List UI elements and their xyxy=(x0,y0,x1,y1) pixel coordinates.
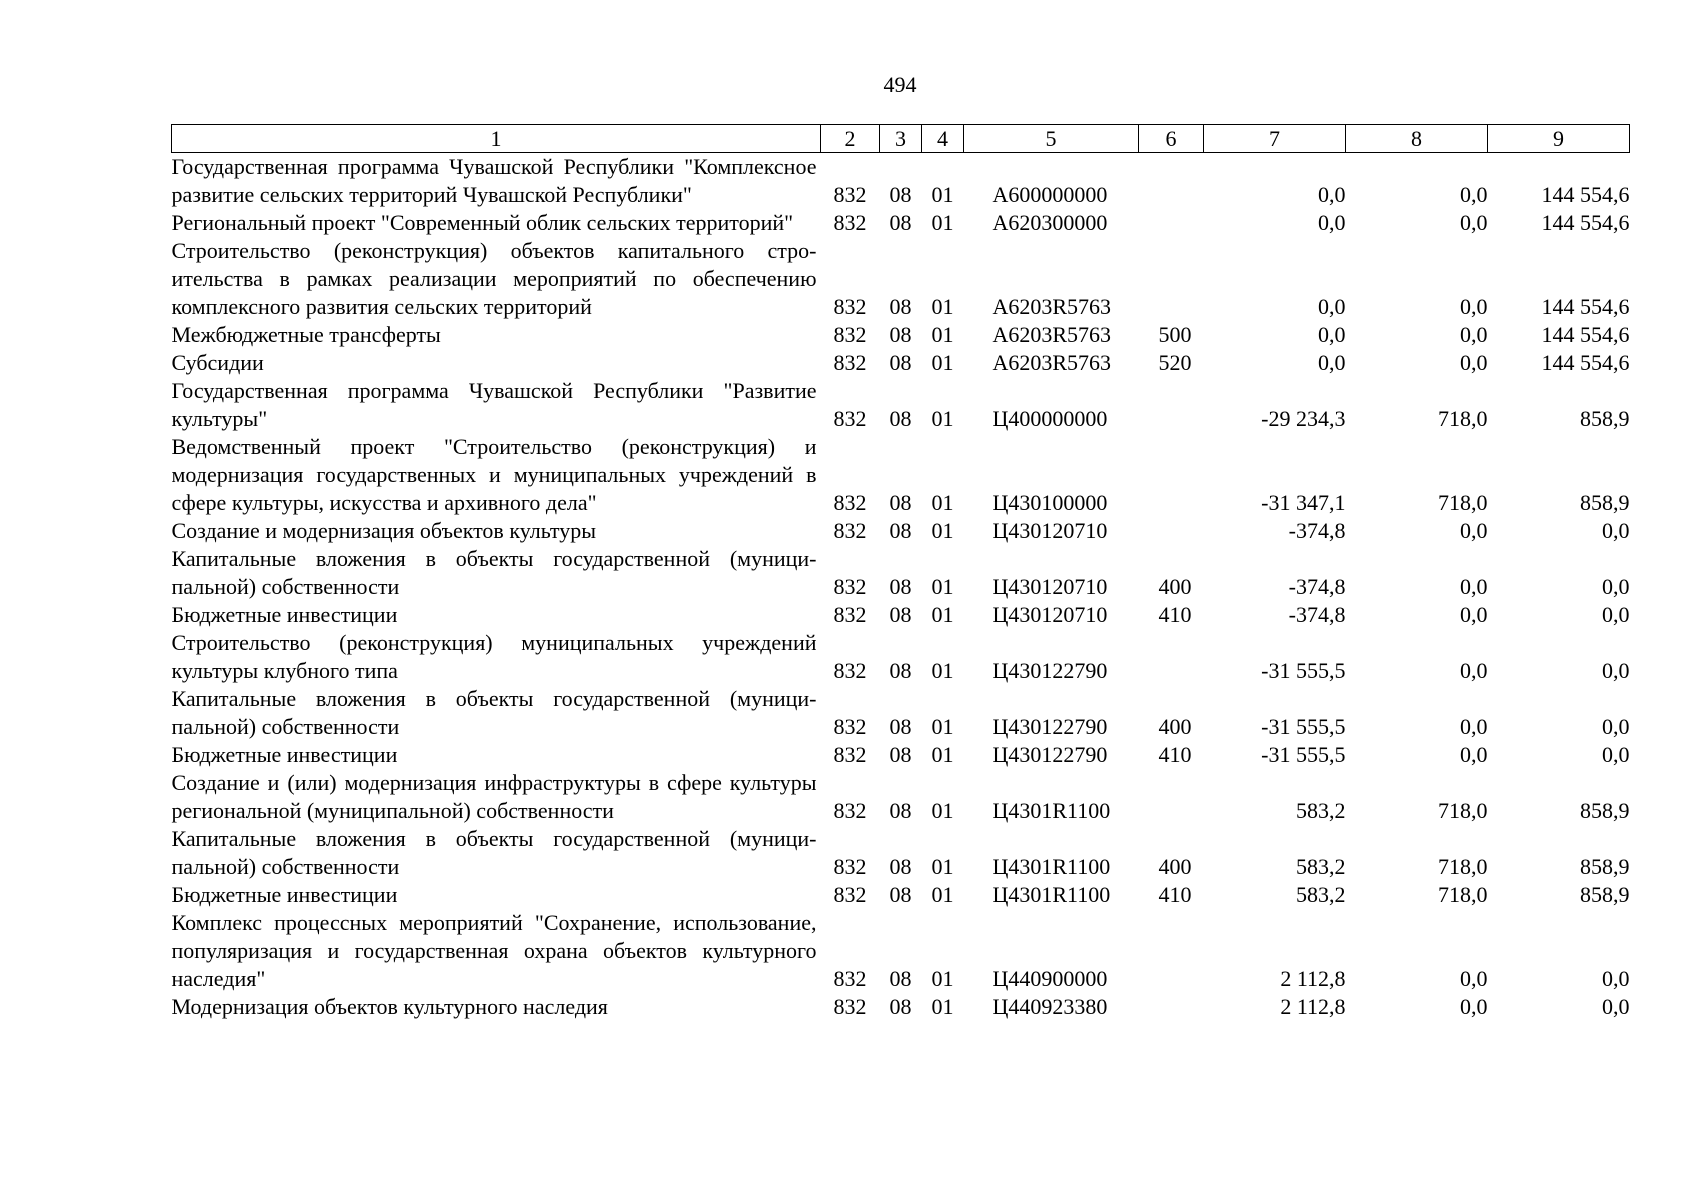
amount-col-8: 718,0 xyxy=(1438,854,1488,879)
expense-type-code xyxy=(1139,153,1204,210)
item-name: Государственная программа Чувашской Республики "Развитие культуры" xyxy=(171,378,817,431)
expense-type-code: 410 xyxy=(1158,742,1192,767)
subsection-code: 01 xyxy=(931,658,954,683)
table-row xyxy=(172,741,1630,769)
expense-type-code xyxy=(1139,377,1204,433)
target-item-code: Ц430122790 xyxy=(992,714,1108,739)
section-code: 08 xyxy=(889,854,912,879)
ministry-code: 832 xyxy=(833,658,867,683)
amount-col-9: 0,0 xyxy=(1602,714,1630,739)
header-col-7: 7 xyxy=(1204,125,1346,153)
section-code: 08 xyxy=(889,742,912,767)
target-item-code: Ц430122790 xyxy=(992,658,1108,683)
item-name: Создание и (или) модернизация инфраструктуры в сфере культуры региональной (муниципальной) собственности xyxy=(171,770,817,823)
section-code: 08 xyxy=(889,574,912,599)
amount-col-8: 718,0 xyxy=(1438,490,1488,515)
section-code: 08 xyxy=(889,518,912,543)
amount-col-8: 0,0 xyxy=(1460,994,1488,1019)
subsection-code: 01 xyxy=(931,350,954,375)
amount-col-8: 0,0 xyxy=(1460,518,1488,543)
header-col-5: 5 xyxy=(964,125,1139,153)
subsection-code: 01 xyxy=(931,322,954,347)
section-code: 08 xyxy=(889,406,912,431)
amount-col-7: 2 112,8 xyxy=(1280,966,1346,991)
amount-col-8: 0,0 xyxy=(1460,350,1488,375)
expense-type-code: 500 xyxy=(1158,322,1192,347)
amount-col-7: -374,8 xyxy=(1288,602,1346,627)
item-name: Создание и модернизация объектов культуры xyxy=(171,518,597,543)
target-item-code: Ц440900000 xyxy=(992,966,1108,991)
item-name: Бюджетные инвестиции xyxy=(171,742,398,767)
target-item-code: Ц430120710 xyxy=(992,518,1108,543)
table-row xyxy=(172,237,1630,321)
subsection-code: 01 xyxy=(931,406,954,431)
target-item-code: Ц430120710 xyxy=(992,602,1108,627)
amount-col-7: 0,0 xyxy=(1318,294,1346,319)
ministry-code: 832 xyxy=(833,994,867,1019)
target-item-code: Ц4301R1100 xyxy=(992,798,1111,823)
section-code: 08 xyxy=(889,490,912,515)
ministry-code: 832 xyxy=(833,350,867,375)
expense-type-code: 400 xyxy=(1158,574,1192,599)
table-header xyxy=(172,125,1630,153)
ministry-code: 832 xyxy=(833,798,867,823)
amount-col-7: -31 555,5 xyxy=(1261,658,1346,683)
table-body xyxy=(172,153,1630,1022)
ministry-code: 832 xyxy=(833,966,867,991)
subsection-code: 01 xyxy=(931,882,954,907)
amount-col-8: 0,0 xyxy=(1460,294,1488,319)
amount-col-9: 0,0 xyxy=(1602,658,1630,683)
amount-col-7: 0,0 xyxy=(1318,182,1346,207)
subsection-code: 01 xyxy=(931,602,954,627)
amount-col-9: 0,0 xyxy=(1602,602,1630,627)
amount-col-8: 718,0 xyxy=(1438,882,1488,907)
item-name: Капитальные вложения в объекты государственной (муниципальной) собственности xyxy=(171,826,817,879)
subsection-code: 01 xyxy=(931,210,954,235)
expense-type-code xyxy=(1139,909,1204,993)
amount-col-9: 0,0 xyxy=(1602,518,1630,543)
expense-type-code xyxy=(1139,517,1204,545)
expense-type-code xyxy=(1139,769,1204,825)
target-item-code: Ц430120710 xyxy=(992,574,1108,599)
expense-type-code xyxy=(1139,237,1204,321)
amount-col-9: 144 554,6 xyxy=(1541,322,1630,347)
ministry-code: 832 xyxy=(833,882,867,907)
amount-col-7: 583,2 xyxy=(1296,854,1346,879)
item-name: Капитальные вложения в объекты государственной (муниципальной) собственности xyxy=(171,546,817,599)
target-item-code: А6203R5763 xyxy=(992,350,1112,375)
item-name: Бюджетные инвестиции xyxy=(171,882,398,907)
amount-col-8: 718,0 xyxy=(1438,798,1488,823)
amount-col-9: 144 554,6 xyxy=(1541,210,1630,235)
item-name: Строительство (реконструкция) муниципальных учреждений культуры клубного типа xyxy=(171,630,817,683)
expense-type-code xyxy=(1139,993,1204,1021)
ministry-code: 832 xyxy=(833,518,867,543)
amount-col-7: 583,2 xyxy=(1296,882,1346,907)
target-item-code: А6203R5763 xyxy=(992,294,1112,319)
ministry-code: 832 xyxy=(833,490,867,515)
amount-col-9: 0,0 xyxy=(1602,574,1630,599)
table-row xyxy=(172,825,1630,881)
ministry-code: 832 xyxy=(833,854,867,879)
target-item-code: Ц430122790 xyxy=(992,742,1108,767)
amount-col-7: -31 347,1 xyxy=(1261,490,1346,515)
amount-col-8: 0,0 xyxy=(1460,714,1488,739)
section-code: 08 xyxy=(889,714,912,739)
section-code: 08 xyxy=(889,798,912,823)
table-row xyxy=(172,685,1630,741)
section-code: 08 xyxy=(889,658,912,683)
target-item-code: Ц400000000 xyxy=(992,406,1108,431)
header-col-8: 8 xyxy=(1346,125,1488,153)
section-code: 08 xyxy=(889,322,912,347)
header-col-6: 6 xyxy=(1139,125,1204,153)
amount-col-8: 0,0 xyxy=(1460,574,1488,599)
amount-col-8: 0,0 xyxy=(1460,182,1488,207)
amount-col-9: 858,9 xyxy=(1580,854,1630,879)
ministry-code: 832 xyxy=(833,714,867,739)
target-item-code: А620300000 xyxy=(992,210,1108,235)
amount-col-8: 0,0 xyxy=(1460,322,1488,347)
amount-col-7: -31 555,5 xyxy=(1261,742,1346,767)
expense-type-code: 410 xyxy=(1158,602,1192,627)
item-name: Субсидии xyxy=(171,350,264,375)
target-item-code: Ц430100000 xyxy=(992,490,1108,515)
amount-col-9: 0,0 xyxy=(1602,742,1630,767)
subsection-code: 01 xyxy=(931,518,954,543)
expense-type-code xyxy=(1139,209,1204,237)
ministry-code: 832 xyxy=(833,742,867,767)
header-col-9: 9 xyxy=(1488,125,1630,153)
amount-col-7: 583,2 xyxy=(1296,798,1346,823)
section-code: 08 xyxy=(889,882,912,907)
item-name: Региональный проект "Современный облик сельских территорий" xyxy=(171,210,794,235)
ministry-code: 832 xyxy=(833,294,867,319)
target-item-code: Ц440923380 xyxy=(992,994,1108,1019)
item-name: Капитальные вложения в объекты государственной (муниципальной) собственности xyxy=(171,686,817,739)
amount-col-7: 0,0 xyxy=(1318,350,1346,375)
amount-col-8: 0,0 xyxy=(1460,742,1488,767)
amount-col-8: 0,0 xyxy=(1460,658,1488,683)
header-col-3: 3 xyxy=(880,125,922,153)
subsection-code: 01 xyxy=(931,294,954,319)
amount-col-7: 0,0 xyxy=(1318,322,1346,347)
table-row xyxy=(172,601,1630,629)
header-col-4: 4 xyxy=(922,125,964,153)
subsection-code: 01 xyxy=(931,490,954,515)
table-row xyxy=(172,349,1630,377)
page-number: 494 xyxy=(883,72,917,97)
amount-col-7: -31 555,5 xyxy=(1261,714,1346,739)
subsection-code: 01 xyxy=(931,798,954,823)
section-code: 08 xyxy=(889,182,912,207)
item-name: Межбюджетные трансферты xyxy=(171,322,441,347)
subsection-code: 01 xyxy=(931,714,954,739)
ministry-code: 832 xyxy=(833,322,867,347)
amount-col-7: -374,8 xyxy=(1288,574,1346,599)
subsection-code: 01 xyxy=(931,574,954,599)
item-name: Бюджетные инвестиции xyxy=(171,602,398,627)
subsection-code: 01 xyxy=(931,994,954,1019)
expense-type-code xyxy=(1139,629,1204,685)
table-row xyxy=(172,209,1630,237)
amount-col-8: 0,0 xyxy=(1460,210,1488,235)
amount-col-9: 144 554,6 xyxy=(1541,294,1630,319)
amount-col-9: 858,9 xyxy=(1580,406,1630,431)
section-code: 08 xyxy=(889,350,912,375)
item-name: Ведомственный проект "Строительство (реконструкция) и модернизация государственных и муниципальных учреждений в сфере культуры, искусства и архивного дела" xyxy=(171,434,817,515)
table-row xyxy=(172,769,1630,825)
section-code: 08 xyxy=(889,966,912,991)
amount-col-9: 144 554,6 xyxy=(1541,350,1630,375)
amount-col-9: 0,0 xyxy=(1602,994,1630,1019)
expense-type-code: 400 xyxy=(1158,854,1192,879)
item-name: Строительство (реконструкция) объектов капитального строительства в рамках реализации мероприятий по обеспечению комплексного развития сельских территорий xyxy=(171,238,817,319)
ministry-code: 832 xyxy=(833,406,867,431)
section-code: 08 xyxy=(889,602,912,627)
amount-col-9: 0,0 xyxy=(1602,966,1630,991)
item-name: Модернизация объектов культурного наследия xyxy=(171,994,608,1019)
amount-col-9: 144 554,6 xyxy=(1541,182,1630,207)
ministry-code: 832 xyxy=(833,602,867,627)
table-row xyxy=(172,321,1630,349)
table-row xyxy=(172,517,1630,545)
amount-col-8: 0,0 xyxy=(1460,966,1488,991)
ministry-code: 832 xyxy=(833,210,867,235)
table-row xyxy=(172,153,1630,210)
amount-col-7: -374,8 xyxy=(1288,518,1346,543)
budget-table xyxy=(171,124,1630,1021)
header-col-2: 2 xyxy=(821,125,880,153)
target-item-code: А6203R5763 xyxy=(992,322,1112,347)
section-code: 08 xyxy=(889,994,912,1019)
table-row xyxy=(172,545,1630,601)
subsection-code: 01 xyxy=(931,742,954,767)
subsection-code: 01 xyxy=(931,182,954,207)
table-row xyxy=(172,909,1630,993)
amount-col-8: 0,0 xyxy=(1460,602,1488,627)
table-row xyxy=(172,433,1630,517)
expense-type-code: 400 xyxy=(1158,714,1192,739)
expense-type-code: 410 xyxy=(1158,882,1192,907)
target-item-code: Ц4301R1100 xyxy=(992,854,1111,879)
amount-col-9: 858,9 xyxy=(1580,490,1630,515)
table-row xyxy=(172,377,1630,433)
amount-col-9: 858,9 xyxy=(1580,882,1630,907)
subsection-code: 01 xyxy=(931,966,954,991)
header-col-1: 1 xyxy=(172,125,821,153)
item-name: Комплекс процессных мероприятий "Сохранение, использование, популяризация и государственная охрана объектов культурного наследия" xyxy=(171,910,817,991)
header-row xyxy=(172,125,1630,153)
amount-col-7: 2 112,8 xyxy=(1280,994,1346,1019)
expense-type-code xyxy=(1139,433,1204,517)
amount-col-7: 0,0 xyxy=(1318,210,1346,235)
table-row xyxy=(172,881,1630,909)
section-code: 08 xyxy=(889,294,912,319)
amount-col-9: 858,9 xyxy=(1580,798,1630,823)
table-row xyxy=(172,629,1630,685)
target-item-code: А600000000 xyxy=(992,182,1108,207)
ministry-code: 832 xyxy=(833,182,867,207)
subsection-code: 01 xyxy=(931,854,954,879)
table-row xyxy=(172,993,1630,1021)
target-item-code: Ц4301R1100 xyxy=(992,882,1111,907)
section-code: 08 xyxy=(889,210,912,235)
ministry-code: 832 xyxy=(833,574,867,599)
amount-col-8: 718,0 xyxy=(1438,406,1488,431)
amount-col-7: -29 234,3 xyxy=(1261,406,1346,431)
expense-type-code: 520 xyxy=(1158,350,1192,375)
item-name: Государственная программа Чувашской Республики "Комплексное развитие сельских территорий Чувашской Республики" xyxy=(171,154,817,207)
